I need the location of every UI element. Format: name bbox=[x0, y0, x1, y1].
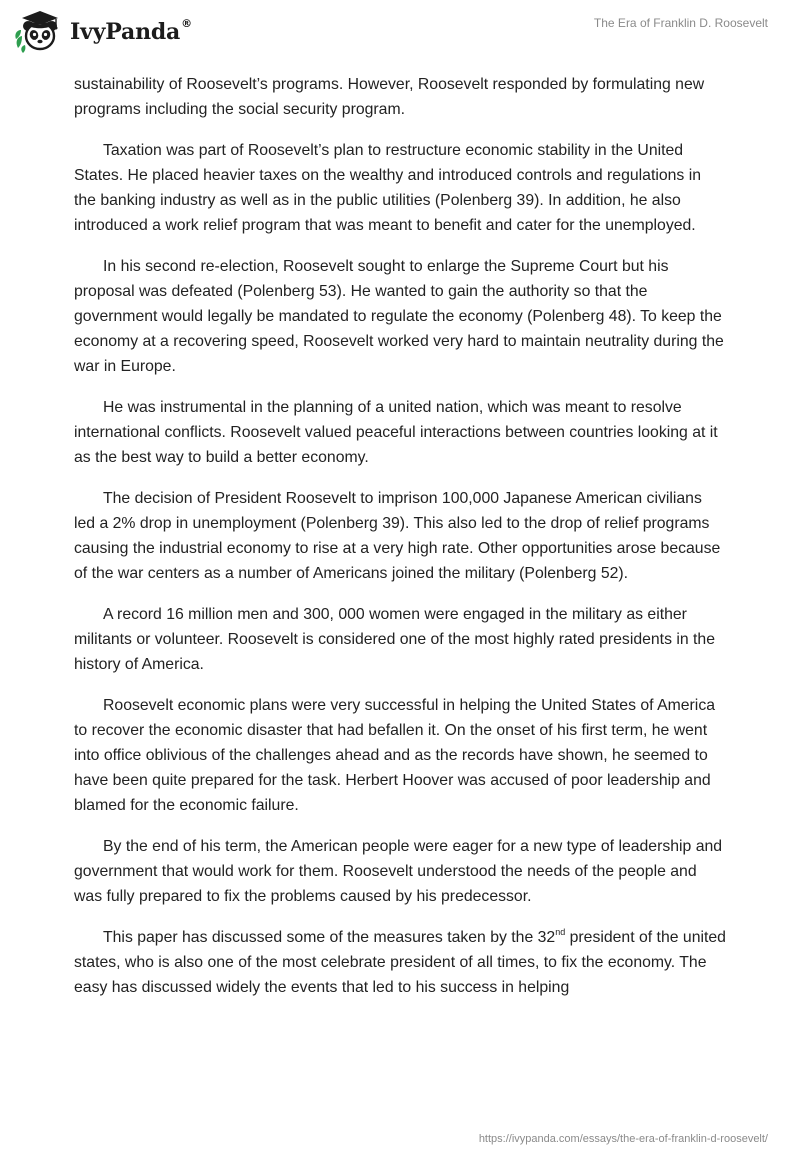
paragraph: A record 16 million men and 300, 000 women were engaged in the military as either militants or volunteer. Roosevelt is considered one of the most highly rated presidents in the history of America. bbox=[74, 606, 716, 673]
document-title: The Era of Franklin D. Roosevelt bbox=[593, 16, 768, 30]
paragraph: Roosevelt economic plans were very successful in helping the United States of America to recover the economic disaster that had befallen it. On the onset of his first term, he went into office oblivious of the challenges ahead and as the records have shown, he seemed to have been quite prepared for the task. Herbert Hoover was accused of poor leadership and blamed for the economic failure. bbox=[74, 697, 715, 814]
logo-text: IvyPanda bbox=[70, 19, 181, 45]
page-header bbox=[0, 0, 800, 64]
paragraph: He was instrumental in the planning of a united nation, which was meant to resolve international conflicts. Roosevelt valued peaceful interactions between countries looking at it as the best way to build a better economy. bbox=[74, 399, 718, 466]
source-url[interactable]: https://ivypanda.com/essays/the-era-of-franklin-d-roosevelt/ bbox=[478, 1133, 768, 1145]
paragraph: In his second re-election, Roosevelt sought to enlarge the Supreme Court but his proposal was defeated (Polenberg 53). He wanted to gain the authority so that the government would legally be mandated to regulate the economy (Polenberg 48). To keep the economy at a recovering speed, Roosevelt worked very hard to maintain neutrality during the war in Europe. bbox=[74, 258, 724, 375]
registered-mark: ® bbox=[181, 17, 192, 30]
paragraph: sustainability of Roosevelt’s programs. However, Roosevelt responded by formulating new programs including the social security program. bbox=[74, 76, 705, 118]
logo-wordmark bbox=[70, 19, 192, 45]
paragraph-last bbox=[74, 925, 726, 1000]
paragraph: Taxation was part of Roosevelt’s plan to restructure economic stability in the United States. He placed heavier taxes on the wealthy and introduced controls and regulations in the banking industry as well as in the public utilities (Polenberg 39). In addition, he also introduced a work relief program that was meant to benefit and cater for the unemployed. bbox=[74, 142, 702, 234]
panda-graduate-icon bbox=[14, 8, 66, 56]
paragraph: The decision of President Roosevelt to imprison 100,000 Japanese American civilians led a 2% drop in unemployment (Polenberg 39). This also led to the drop of relief programs causing the industrial economy to rise at a very high rate. Other opportunities arose because of the war centers as a number of Americans joined the military (Polenberg 52). bbox=[74, 490, 721, 582]
paragraph-text-after: president of the united states, who is also one of the most celebrate president of all times, to fix the economy. The easy has discussed widely the events that led to his success in helping bbox=[74, 929, 726, 996]
paragraph: By the end of his term, the American people were eager for a new type of leadership and government that would work for them. Roosevelt understood the needs of the people and was fully prepared to fix the problems caused by his predecessor. bbox=[74, 838, 723, 905]
ordinal-superscript: nd bbox=[555, 926, 566, 937]
essay-body bbox=[74, 72, 726, 1016]
paragraph-text-before: This paper has discussed some of the measures taken by the 32 bbox=[103, 929, 556, 946]
ivypanda-logo[interactable] bbox=[14, 8, 192, 56]
